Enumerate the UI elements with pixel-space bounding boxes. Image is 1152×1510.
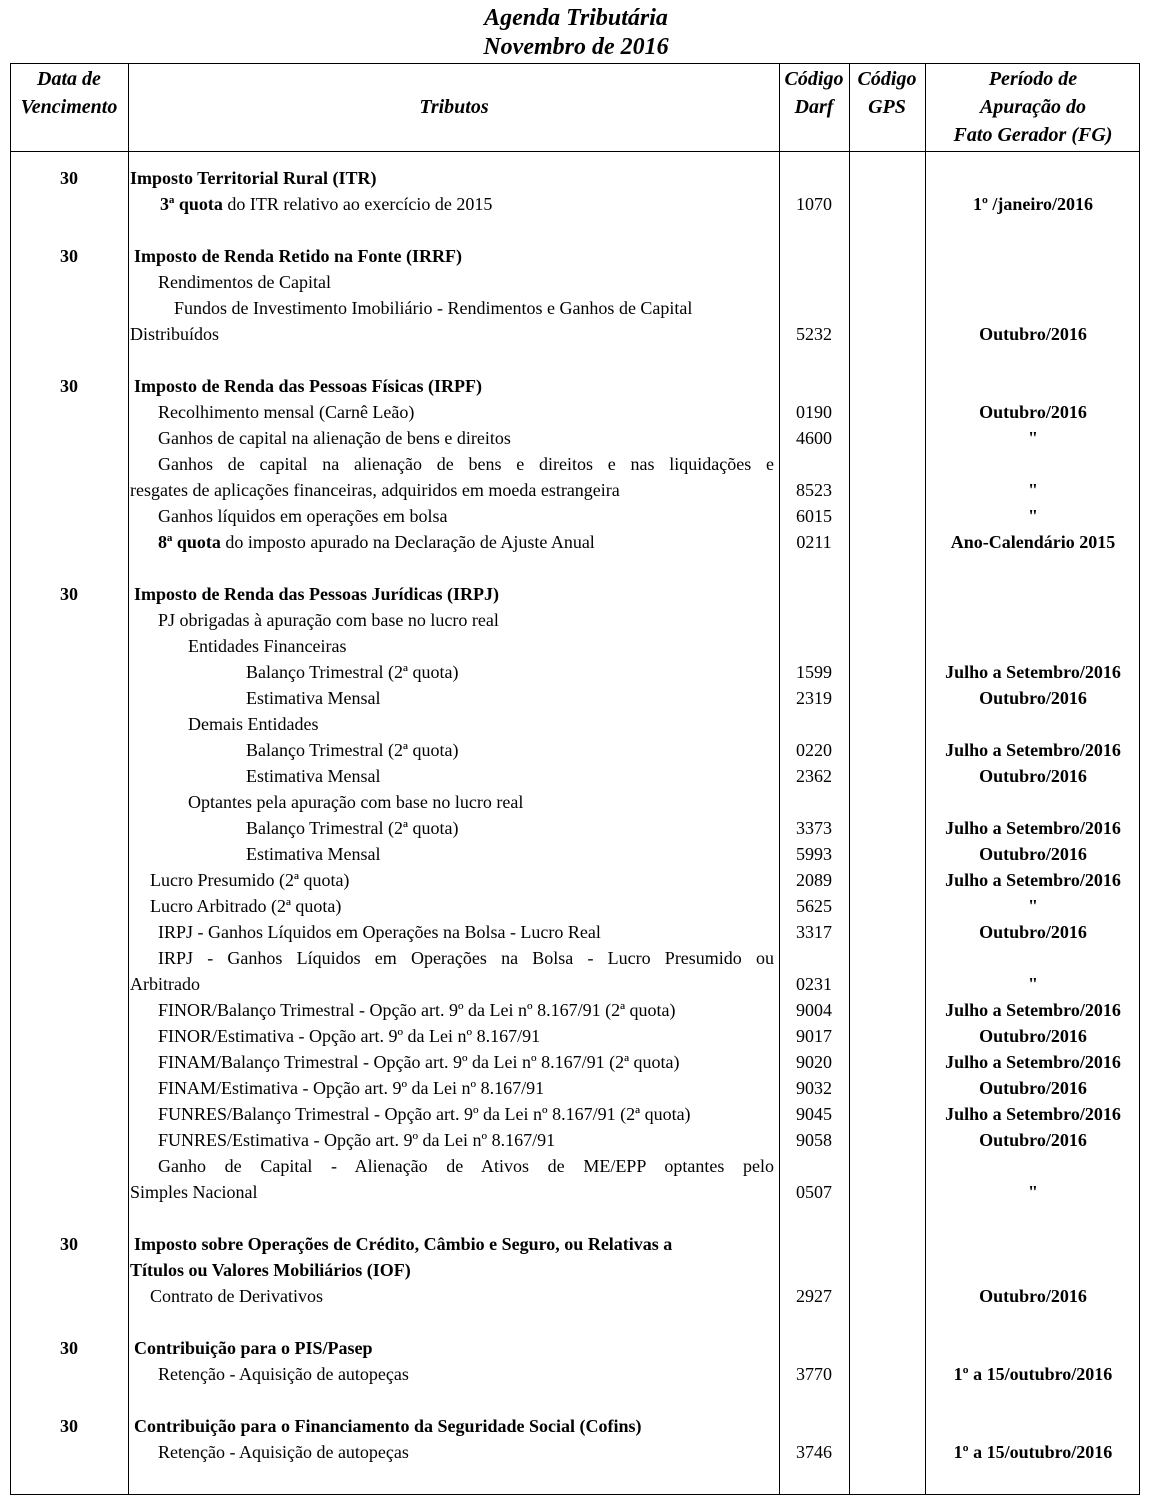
table-row — [0, 815, 1152, 841]
tributo-description — [130, 477, 620, 503]
codigo-darf: 9017 — [796, 1026, 832, 1046]
table-row — [0, 503, 1152, 529]
periodo-apuracao: Julho a Setembro/2016 — [945, 818, 1121, 838]
header-tributos: Tributos — [419, 96, 489, 118]
codigo-darf: 3746 — [796, 1442, 832, 1462]
codigo-darf: 5232 — [796, 324, 832, 344]
codigo-darf: 1070 — [796, 194, 832, 214]
tributo-description — [130, 971, 200, 997]
table-row — [0, 1127, 1152, 1153]
header-darf — [780, 65, 848, 121]
tributo-description — [158, 919, 601, 945]
header-period — [926, 65, 1140, 149]
due-date: 30 — [60, 1234, 78, 1254]
periodo-apuracao: 1º a 15/outubro/2016 — [953, 1442, 1113, 1462]
tributo-description — [188, 789, 523, 815]
tributo-text: 3ª quota do ITR relativo ao exercício de 2015 — [160, 194, 493, 214]
periodo-apuracao: " — [1028, 480, 1038, 500]
table-row — [0, 763, 1152, 789]
codigo-darf: 0211 — [796, 532, 832, 552]
header-gps-line2: GPS — [868, 96, 906, 118]
tributo-text: Estimativa Mensal — [246, 766, 381, 786]
table-row — [0, 581, 1152, 607]
tributo-text: 8ª quota do imposto apurado na Declaração de Ajuste Anual — [158, 532, 595, 552]
table-row — [0, 659, 1152, 685]
periodo-apuracao: Outubro/2016 — [979, 688, 1087, 708]
table-row — [0, 165, 1152, 191]
periodo-apuracao: Ano-Calendário 2015 — [950, 532, 1116, 552]
tributo-text: resgates de aplicações financeiras, adquiridos em moeda estrangeira — [130, 480, 620, 500]
header-divider — [10, 151, 1140, 152]
table-row — [0, 425, 1152, 451]
codigo-darf: 4600 — [796, 428, 832, 448]
codigo-darf: 2319 — [796, 688, 832, 708]
codigo-darf: 9058 — [796, 1130, 832, 1150]
tributo-description — [158, 1049, 680, 1075]
tributo-text: Balanço Trimestral (2ª quota) — [246, 662, 459, 682]
header-gps-line1: Código — [857, 68, 917, 90]
tributo-description — [246, 815, 458, 841]
tributo-text: Imposto sobre Operações de Crédito, Câmbio e Seguro, ou Relativas a — [134, 1234, 673, 1254]
tributo-text: FINAM/Balanço Trimestral - Opção art. 9º da Lei nº 8.167/91 (2ª quota) — [158, 1052, 680, 1072]
tributo-description — [158, 451, 774, 477]
codigo-darf: 3317 — [796, 922, 832, 942]
tributo-description — [246, 659, 458, 685]
tributo-text: Imposto Territorial Rural (ITR) — [130, 168, 377, 188]
tributo-text: Simples Nacional — [130, 1182, 258, 1202]
table-row — [0, 373, 1152, 399]
tributo-text: Ganho de Capital - Alienação de Ativos de ME/EPP optantes pelo — [158, 1156, 774, 1176]
due-date: 30 — [60, 1338, 78, 1358]
periodo-apuracao: Julho a Setembro/2016 — [945, 740, 1121, 760]
tributo-text: Imposto de Renda Retido na Fonte (IRRF) — [134, 246, 462, 266]
table-row — [0, 893, 1152, 919]
tributo-description — [158, 425, 511, 451]
table-row — [0, 1413, 1152, 1439]
header-date-line1: Data de — [37, 68, 101, 90]
table-row — [0, 321, 1152, 347]
periodo-apuracao: Outubro/2016 — [979, 844, 1087, 864]
table-row — [0, 1179, 1152, 1205]
tributo-text: Títulos ou Valores Mobiliários (IOF) — [130, 1260, 411, 1280]
tributo-description — [134, 373, 482, 399]
tributo-description — [134, 581, 499, 607]
codigo-darf: 9045 — [796, 1104, 832, 1124]
tributo-description — [134, 1231, 672, 1257]
tributo-text: Balanço Trimestral (2ª quota) — [246, 818, 459, 838]
table-row — [0, 919, 1152, 945]
table-row — [0, 191, 1152, 217]
table-row — [0, 1283, 1152, 1309]
periodo-apuracao: " — [1028, 428, 1038, 448]
table-row — [0, 1101, 1152, 1127]
codigo-darf: 0190 — [796, 402, 832, 422]
periodo-apuracao: Julho a Setembro/2016 — [945, 870, 1121, 890]
tributo-description — [158, 945, 774, 971]
tributo-text: Ganhos de capital na alienação de bens e direitos — [158, 428, 511, 448]
tributo-text: Retenção - Aquisição de autopeças — [158, 1364, 409, 1384]
table-row — [0, 1439, 1152, 1465]
codigo-darf: 5993 — [796, 844, 832, 864]
table-row — [0, 243, 1152, 269]
periodo-apuracao: " — [1028, 896, 1038, 916]
codigo-darf: 0220 — [796, 740, 832, 760]
tributo-text: Arbitrado — [130, 974, 200, 994]
periodo-apuracao: 1º a 15/outubro/2016 — [953, 1364, 1113, 1384]
header-period-line1: Período de — [988, 68, 1078, 90]
tributo-text: FINOR/Balanço Trimestral - Opção art. 9º da Lei nº 8.167/91 (2ª quota) — [158, 1000, 676, 1020]
table-row — [0, 971, 1152, 997]
tributo-text: Optantes pela apuração com base no lucro real — [188, 792, 524, 812]
codigo-darf: 9020 — [796, 1052, 832, 1072]
codigo-darf: 2362 — [796, 766, 832, 786]
periodo-apuracao: Outubro/2016 — [979, 922, 1087, 942]
page-subtitle: Novembro de 2016 — [483, 34, 669, 60]
tributo-description — [246, 685, 380, 711]
periodo-apuracao: Outubro/2016 — [979, 766, 1087, 786]
codigo-darf: 1599 — [796, 662, 832, 682]
tributo-text: FINAM/Estimativa - Opção art. 9º da Lei nº 8.167/91 — [158, 1078, 545, 1098]
periodo-apuracao: Outubro/2016 — [979, 1078, 1087, 1098]
tributo-text: IRPJ - Ganhos Líquidos em Operações na Bolsa - Lucro Presumido ou — [158, 948, 774, 968]
table-row — [0, 529, 1152, 555]
codigo-darf: 2089 — [796, 870, 832, 890]
table-row — [0, 1335, 1152, 1361]
tributo-description — [134, 1335, 373, 1361]
header-period-line2: Apuração do — [979, 96, 1087, 118]
table-row — [0, 269, 1152, 295]
table-row — [0, 685, 1152, 711]
codigo-darf: 8523 — [796, 480, 832, 500]
table-row — [0, 737, 1152, 763]
codigo-darf: 0507 — [796, 1182, 832, 1202]
periodo-apuracao: 1º /janeiro/2016 — [972, 194, 1094, 214]
tributo-description — [246, 763, 380, 789]
tributo-description — [130, 1179, 257, 1205]
table-row — [0, 607, 1152, 633]
tributo-description — [150, 893, 341, 919]
table-row — [0, 1075, 1152, 1101]
tributo-description — [158, 607, 499, 633]
due-date: 30 — [60, 246, 78, 266]
tributo-text: Ganhos líquidos em operações em bolsa — [158, 506, 448, 526]
tributo-text: Recolhimento mensal (Carnê Leão) — [158, 402, 415, 422]
page-title: Agenda Tributária — [484, 5, 668, 31]
due-date: 30 — [60, 376, 78, 396]
tributo-description — [158, 269, 331, 295]
periodo-apuracao: Julho a Setembro/2016 — [945, 1052, 1121, 1072]
table-row — [0, 867, 1152, 893]
header-gps — [850, 65, 924, 121]
tributo-description — [158, 1127, 555, 1153]
periodo-apuracao: Julho a Setembro/2016 — [945, 1000, 1121, 1020]
tributo-description — [246, 841, 380, 867]
header-date-line2: Vencimento — [20, 96, 118, 118]
table-row — [0, 1153, 1152, 1179]
tributo-text: FINOR/Estimativa - Opção art. 9º da Lei nº 8.167/91 — [158, 1026, 541, 1046]
header-period-line3: Fato Gerador (FG) — [953, 124, 1113, 146]
tributo-description — [150, 1283, 323, 1309]
header-date — [10, 65, 128, 121]
table-row — [0, 451, 1152, 477]
codigo-darf: 3770 — [796, 1364, 832, 1384]
tributo-description — [150, 867, 349, 893]
tributo-description — [158, 1101, 691, 1127]
tributo-text: Retenção - Aquisição de autopeças — [158, 1442, 409, 1462]
periodo-apuracao: Outubro/2016 — [979, 402, 1087, 422]
table-row — [0, 711, 1152, 737]
tributo-text: Contribuição para o PIS/Pasep — [134, 1338, 373, 1358]
header-darf-line1: Código — [784, 68, 844, 90]
due-date: 30 — [60, 1416, 78, 1436]
tributo-text: FUNRES/Balanço Trimestral - Opção art. 9º da Lei nº 8.167/91 (2ª quota) — [158, 1104, 691, 1124]
due-date: 30 — [60, 168, 78, 188]
tributo-text: Contribuição para o Financiamento da Seguridade Social (Cofins) — [134, 1416, 642, 1436]
tributo-description — [130, 165, 377, 191]
table-row — [0, 477, 1152, 503]
codigo-darf: 9032 — [796, 1078, 832, 1098]
table-row — [0, 1361, 1152, 1387]
periodo-apuracao: Outubro/2016 — [979, 1286, 1087, 1306]
table-row — [0, 399, 1152, 425]
tributo-text: FUNRES/Estimativa - Opção art. 9º da Lei nº 8.167/91 — [158, 1130, 556, 1150]
tributo-text: Estimativa Mensal — [246, 844, 381, 864]
tributo-text: Entidades Financeiras — [188, 636, 347, 656]
tributo-text: PJ obrigadas à apuração com base no lucro real — [158, 610, 499, 630]
periodo-apuracao: Outubro/2016 — [979, 324, 1087, 344]
tributo-description — [174, 295, 692, 321]
tributo-text: Demais Entidades — [188, 714, 319, 734]
tributo-description — [134, 1413, 642, 1439]
tributo-description — [158, 997, 676, 1023]
tributo-text: Imposto de Renda das Pessoas Jurídicas (IRPJ) — [134, 584, 500, 604]
tributo-text: Balanço Trimestral (2ª quota) — [246, 740, 459, 760]
periodo-apuracao: Julho a Setembro/2016 — [945, 662, 1121, 682]
tributo-text: Lucro Presumido (2ª quota) — [150, 870, 350, 890]
tributo-description — [158, 1153, 774, 1179]
due-date: 30 — [60, 584, 78, 604]
table-row — [0, 997, 1152, 1023]
periodo-apuracao: " — [1028, 506, 1038, 526]
tributo-text: Estimativa Mensal — [246, 688, 381, 708]
table-row — [0, 1049, 1152, 1075]
header-darf-line2: Darf — [794, 96, 834, 118]
tributo-description — [158, 1439, 409, 1465]
tributo-text: Fundos de Investimento Imobiliário - Rendimentos e Ganhos de Capital — [174, 298, 693, 318]
codigo-darf: 2927 — [796, 1286, 832, 1306]
tributo-text: IRPJ - Ganhos Líquidos em Operações na Bolsa - Lucro Real — [158, 922, 601, 942]
quota-label: 8ª quota — [158, 532, 221, 552]
tributo-description — [130, 321, 219, 347]
tributo-text: Rendimentos de Capital — [158, 272, 331, 292]
tributo-text: Lucro Arbitrado (2ª quota) — [150, 896, 342, 916]
tributo-text: Ganhos de capital na alienação de bens e direitos e nas liquidações e — [158, 454, 774, 474]
tributo-description — [158, 1023, 540, 1049]
table-row — [0, 945, 1152, 971]
codigo-darf: 5625 — [796, 896, 832, 916]
tributo-description — [158, 1361, 409, 1387]
tributo-description — [188, 711, 318, 737]
tributo-description — [134, 243, 462, 269]
tributo-text: Imposto de Renda das Pessoas Físicas (IRPF) — [134, 376, 483, 396]
periodo-apuracao: Outubro/2016 — [979, 1026, 1087, 1046]
codigo-darf: 9004 — [796, 1000, 832, 1020]
table-row — [0, 633, 1152, 659]
tributo-description — [158, 399, 414, 425]
quota-label: 3ª quota — [160, 194, 223, 214]
tributo-description — [130, 1257, 411, 1283]
periodo-apuracao: Outubro/2016 — [979, 1130, 1087, 1150]
table-row — [0, 789, 1152, 815]
tributo-description — [246, 737, 458, 763]
tributo-description — [158, 529, 595, 555]
tributo-text: Distribuídos — [130, 324, 220, 344]
tributo-description — [158, 1075, 544, 1101]
tributo-description — [188, 633, 346, 659]
table-row — [0, 1023, 1152, 1049]
periodo-apuracao: " — [1028, 1182, 1038, 1202]
tributo-description — [158, 503, 447, 529]
periodo-apuracao: Julho a Setembro/2016 — [945, 1104, 1121, 1124]
codigo-darf: 6015 — [796, 506, 832, 526]
table-row — [0, 841, 1152, 867]
codigo-darf: 0231 — [796, 974, 832, 994]
tributo-description — [160, 191, 492, 217]
codigo-darf: 3373 — [796, 818, 832, 838]
tributo-text: Contrato de Derivativos — [150, 1286, 323, 1306]
table-row — [0, 1257, 1152, 1283]
periodo-apuracao: " — [1028, 974, 1038, 994]
table-row — [0, 1231, 1152, 1257]
table-row — [0, 295, 1152, 321]
